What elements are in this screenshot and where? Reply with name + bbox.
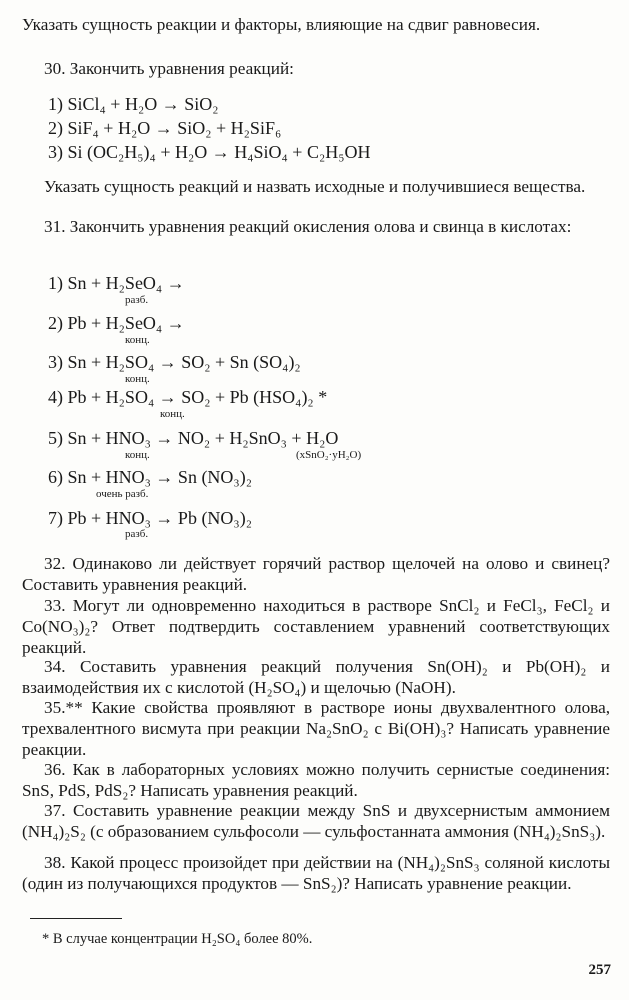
condition-label-4: конц. — [160, 408, 185, 420]
condition-label-3: конц. — [125, 373, 150, 385]
footnote: * В случае концентрации H₂SO₄ более 80%. — [42, 931, 313, 947]
problem-31-equation-1: 1) Sn + H₂SeO₄ → — [48, 273, 185, 293]
problem-32: 32. Одинаково ли действует горячий раствор щелочей на олово и свинец? Составить уравнения реакций. — [22, 554, 610, 594]
condition-label-7: разб. — [125, 528, 149, 540]
problem-31-equation-4: 4) Pb + H₂SO₄ → SO₂ + Pb (HSO₄)₂ * — [48, 387, 328, 407]
page-number: 257 — [588, 962, 611, 978]
problem-30-task: Указать сущность реакций и назвать исходные и получившиеся вещества. — [44, 177, 586, 196]
problem-38: 38. Какой процесс произойдет при действии на (NH₄)₂SnS₃ соляной кислоты (один из получающихся продуктов — SnS₂)? Написать уравнение реакции. — [22, 853, 610, 893]
problem-34: 34. Составить уравнения реакций получения Sn(OH)₂ и Pb(OH)₂ и взаимодействия их с кислотой (H₂SO₄) и щелочью (NaOH). — [22, 657, 610, 697]
condition-label-2: конц. — [125, 334, 150, 346]
problem-36: 36. Как в лабораторных условиях можно получить сернистые соединения: SnS, PdS, PdS₂? Написать уравнения реакций. — [22, 760, 610, 800]
problem-31-equation-2: 2) Pb + H₂SeO₄ → — [48, 313, 185, 333]
problem-31-equation-7: 7) Pb + HNO₃ → Pb (NO₃)₂ — [48, 508, 252, 528]
footnote-divider — [30, 918, 122, 919]
problem-30-equation-3: 3) Si (OC₂H₅)₄ + H₂O → H₄SiO₄ + C₂H₅OH — [48, 142, 371, 162]
problem-30-heading: 30. Закончить уравнения реакций: — [44, 59, 294, 78]
intro-paragraph: Указать сущность реакции и факторы, влияющие на сдвиг равновесия. — [22, 15, 541, 34]
problem-35: 35.** Какие свойства проявляют в растворе ионы двухвалентного олова, трехвалентного висмута при реакции Na₂SnO₂ с Bi(OH)₃? Написать уравнение реакции. — [22, 698, 610, 759]
hydrate-note: (xSnO₂·yH₂O) — [296, 449, 362, 461]
condition-label-5: конц. — [125, 449, 150, 461]
problem-30-equation-2: 2) SiF₄ + H₂O → SiO₂ + H₂SiF₆ — [48, 118, 282, 138]
problem-31-equation-6: 6) Sn + HNO₃ → Sn (NO₃)₂ — [48, 467, 252, 487]
problem-31-heading: 31. Закончить уравнения реакций окисления олова и свинца в кислотах: — [44, 217, 572, 236]
problem-37: 37. Составить уравнение реакции между SnS и двухсернистым аммонием (NH₄)₂S₂ (с образованием сульфосоли — сульфостанната аммония (NH₄)₂SnS₃). — [22, 801, 610, 841]
condition-label-1: разб. — [125, 294, 149, 306]
problem-31-equation-5: 5) Sn + HNO₃ → NO₂ + H₂SnO₃ + H₂O — [48, 428, 339, 448]
problem-30-equation-1: 1) SiCl₄ + H₂O → SiO₂ — [48, 94, 219, 114]
problem-33: 33. Могут ли одновременно находиться в растворе SnCl₂ и FeCl₃, FeCl₂ и Co(NO₃)₂? Ответ подтвердить составлением уравнений соответствующих реакций. — [22, 596, 610, 657]
condition-label-6: очень разб. — [96, 488, 149, 500]
problem-31-equation-3: 3) Sn + H₂SO₄ → SO₂ + Sn (SO₄)₂ — [48, 352, 301, 372]
